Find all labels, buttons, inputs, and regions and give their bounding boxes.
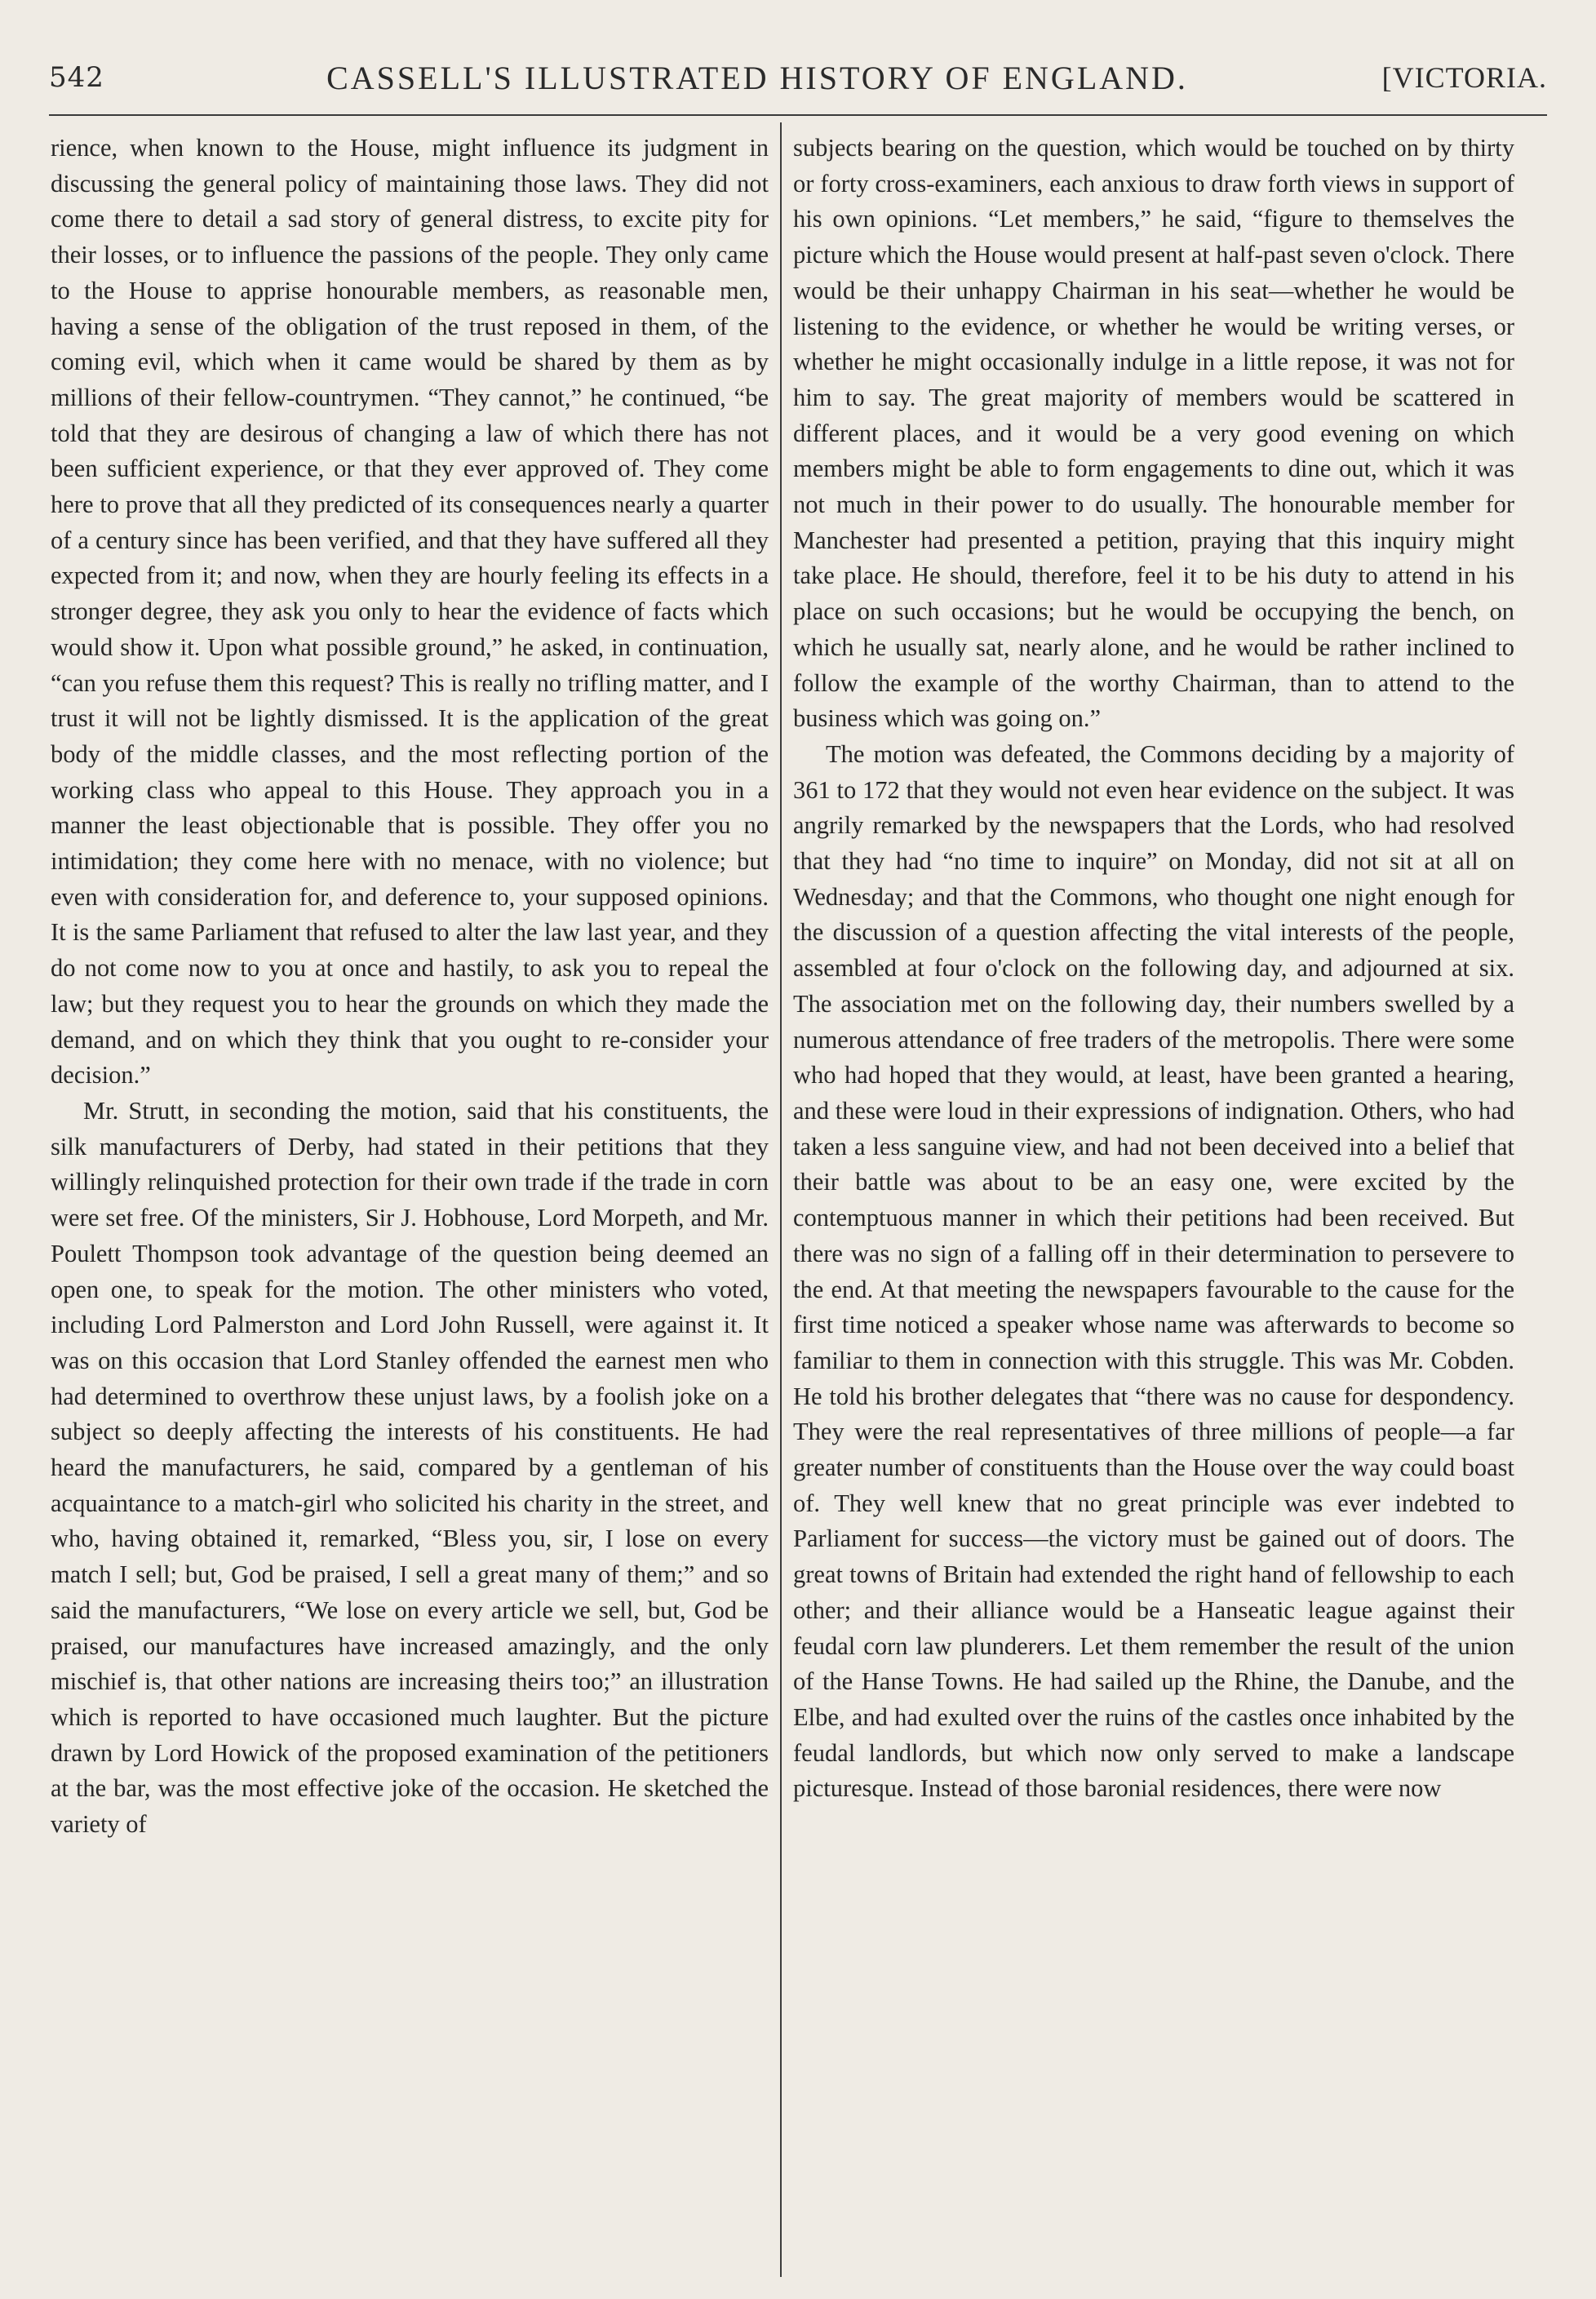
right-column bbox=[793, 131, 1514, 1807]
paragraph: subjects bearing on the question, which would be touched on by thirty or forty cross-examiners, each anxious to draw forth views in support of his own opinions. “Let members,” he said, “figure to themselves the picture which the House would present at half-past seven o'clock. There would be their unhappy Chairman in his seat—whether he would be listening to the evidence, or whether he would be writing verses, or whether he might occasionally indulge in a little repose, it was not for him to say. The great majority of members would be scattered in different places, and it would be a very good evening on which members might be able to form engagements to dine out, which it was not much in their power to do usually. The honourable member for Manchester had presented a petition, praying that this inquiry might take place. He should, therefore, feel it to be his duty to attend in his place on such occasions; but he would be occupying the bench, on which he usually sat, nearly alone, and he would be rather inclined to follow the example of the worthy Chairman, than to attend to the business which was going on.” bbox=[793, 134, 1514, 733]
column-divider bbox=[780, 122, 782, 2277]
paragraph: rience, when known to the House, might influence its judgment in discussing the general policy of maintaining those laws. They did not come there to detail a sad story of general distress, to excite pity for their losses, or to influence the passions of the people. They only came to the House to apprise honourable members, as reasonable men, having a sense of the obligation of the trust reposed in them, of the coming evil, which when it came would be shared by them as by millions of their fellow-countrymen. “They cannot,” he continued, “be told that they are desirous of changing a law of which there has not been sufficient experience, or that they ever approved of. They come here to prove that all they predicted of its consequences nearly a quarter of a century since has been verified, and that they have suffered all they expected from it; and now, when they are hourly feeling its effects in a stronger degree, they ask you only to hear the evidence of facts which would show it. Upon what possible ground,” he asked, in continuation, “can you refuse them this request? This is really no trifling matter, and I trust it will not be lightly dismissed. It is the application of the great body of the middle classes, and the most reflecting portion of the working class who appeal to this House. They approach you in a manner the least objectionable that is possible. They offer you no intimidation; they come here with no menace, with no violence; but even with consideration for, and deference to, your supposed opinions. It is the same Parliament that refused to alter the law last year, and they do not come now to you at once and hastily, to ask you to repeal the law; but they request you to hear the grounds on which they made the demand, and on which they think that you ought to re-consider your decision.” bbox=[51, 134, 769, 1090]
left-column bbox=[51, 131, 769, 1843]
page-number: 542 bbox=[49, 61, 104, 94]
paragraph: The motion was defeated, the Commons deciding by a majority of 361 to 172 that they would not even hear evidence on the subject. It was angrily remarked by the newspapers that the Lords, who had resolved that they had “no time to inquire” on Monday, did not sit at all on Wednesday; and that the Commons, who thought one night enough for the discussion of a question affecting the vital interests of the people, assembled at four o'clock on the following day, and adjourned at six. The association met on the following day, their numbers swelled by a numerous attendance of free traders of the metropolis. There were some who had hoped that they would, at least, have been granted a hearing, and these were loud in their expressions of indignation. Others, who had taken a less sanguine view, and had not been deceived into a belief that their battle was about to be an easy one, were excited by the contemptuous manner in which their petitions had been received. But there was no sign of a falling off in their determination to persevere to the end. At that meeting the newspapers favourable to the cause for the first time noticed a speaker whose name was afterwards to become so familiar to them in connection with this struggle. This was Mr. Cobden. He told his brother delegates that “there was no cause for despondency. They were the real representatives of three millions of people—a far greater number of constituents than the House over the way could boast of. They well knew that no great principle was ever indebted to Parliament for success—the victory must be gained out of doors. The great towns of Britain had extended the right hand of fellowship to each other; and their alliance would be a Hanseatic league against their feudal corn law plunderers. Let them remember the result of the union of the Hanse Towns. He had sailed up the Rhine, the Danube, and the Elbe, and had exulted over the ruins of the castles once inhabited by the feudal landlords, but which now only served to make a landscape picturesque. Instead of those baronial residences, there were now bbox=[793, 739, 1514, 1803]
header-rule bbox=[49, 114, 1547, 116]
running-title: CASSELL'S ILLUSTRATED HISTORY OF ENGLAND. bbox=[326, 59, 1188, 96]
running-header bbox=[49, 49, 1547, 106]
paragraph: Mr. Strutt, in seconding the motion, said that his constituents, the silk manufacturers of Derby, had stated in their petitions that they willingly relinquished protection for their own trade if the trade in corn were set free. Of the ministers, Sir J. Hobhouse, Lord Morpeth, and Mr. Poulett Thompson took advantage of the question being deemed an open one, to speak for the motion. The other ministers who voted, including Lord Palmerston and Lord John Russell, were against it. It was on this occasion that Lord Stanley offended the earnest men who had determined to overthrow these unjust laws, by a foolish joke on a subject so deeply affecting the interests of his constituents. He had heard the manufacturers, he said, compared by a gentleman of his acquaintance to a match-girl who solicited his charity in the street, and who, having obtained it, remarked, “Bless you, sir, I lose on every match I sell; but, God be praised, I sell a great many of them;” and so said the manufacturers, “We lose on every article we sell, but, God be praised, our manufactures have increased amazingly, and the only mischief is, that other nations are increasing theirs too;” an illustration which is reported to have occasioned much laughter. But the picture drawn by Lord Howick of the proposed examination of the petitioners at the bar, was the most effective joke of the occasion. He sketched the variety of bbox=[51, 1096, 769, 1839]
section-label: [VICTORIA. bbox=[1381, 61, 1547, 94]
